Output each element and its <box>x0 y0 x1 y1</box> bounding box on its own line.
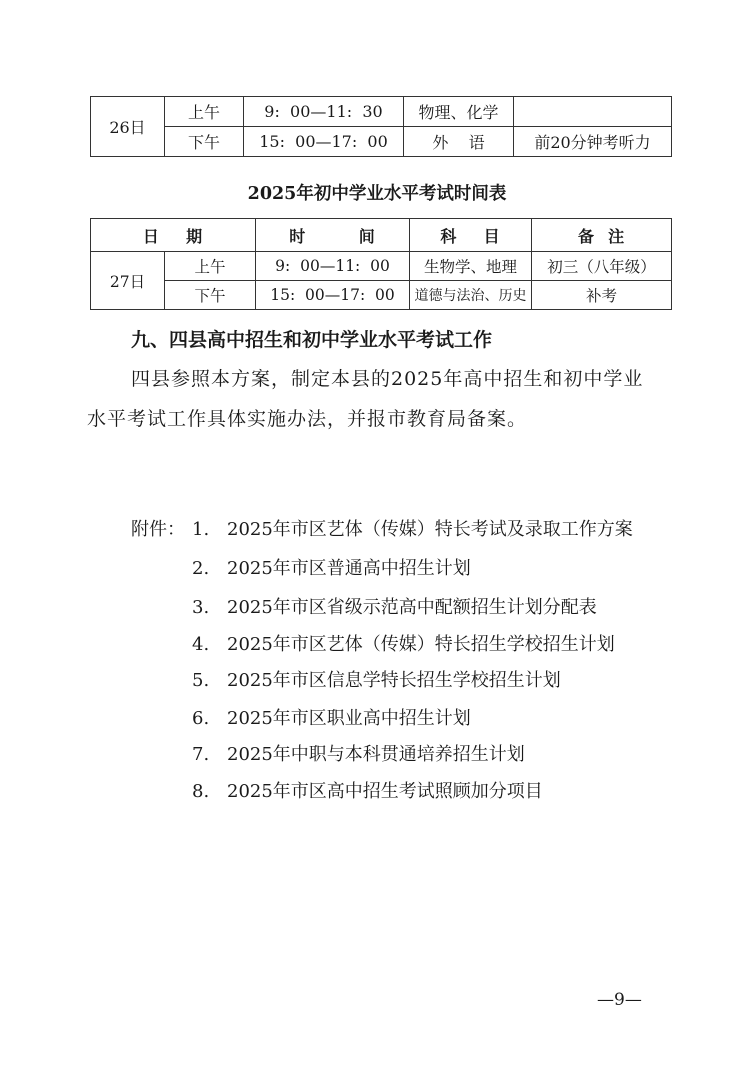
attachment-item <box>192 777 543 803</box>
attachment-item <box>192 630 615 656</box>
attachment-text: 2025年市区普通高中招生计划 <box>227 558 471 579</box>
attachment-item <box>192 554 471 580</box>
note-cell: 补考 <box>532 281 672 310</box>
attachment-text: 2025年市区艺体（传媒）特长考试及录取工作方案 <box>227 519 633 540</box>
header-note: 备 注 <box>532 219 672 252</box>
table-row <box>91 127 672 157</box>
attachment-text: 2025年中职与本科贯通培养招生计划 <box>227 744 525 765</box>
note-cell: 初三（八年级） <box>532 252 672 281</box>
subject-cell: 物理、化学 <box>404 97 514 127</box>
attachment-item <box>192 740 525 766</box>
paragraph-line: 水平考试工作具体实施办法，并报市教育局备案。 <box>87 408 528 430</box>
attachment-number: 5. <box>192 670 210 691</box>
section-heading: 九、四县高中招生和初中学业水平考试工作 <box>131 329 493 351</box>
attachment-number: 1. <box>192 519 210 540</box>
attachment-number: 6. <box>192 708 210 729</box>
attachment-item <box>192 593 597 619</box>
time-cell: 9: 00—11: 00 <box>256 252 410 281</box>
attachment-number: 8. <box>192 781 210 802</box>
exam-schedule-table-continued <box>90 96 672 157</box>
date-cell: 27日 <box>91 252 165 310</box>
attachment-number: 3. <box>192 597 210 618</box>
header-time: 时 间 <box>256 219 410 252</box>
period-cell: 上午 <box>165 97 244 127</box>
date-cell: 26日 <box>91 97 165 157</box>
period-cell: 下午 <box>165 127 244 157</box>
junior-exam-schedule-table <box>90 218 672 310</box>
subject-cell: 生物学、地理 <box>410 252 532 281</box>
attachment-text: 2025年市区信息学特长招生学校招生计划 <box>227 670 561 691</box>
table-row <box>91 252 672 281</box>
period-cell: 下午 <box>165 281 256 310</box>
attachment-number: 4. <box>192 634 210 655</box>
attachment-text: 2025年市区高中招生考试照顾加分项目 <box>227 781 543 802</box>
time-cell: 15: 00—17: 00 <box>244 127 404 157</box>
attachments-label: 附件： <box>131 519 185 540</box>
table-row <box>91 97 672 127</box>
attachment-text: 2025年市区艺体（传媒）特长招生学校招生计划 <box>227 634 615 655</box>
note-cell: 前20分钟考听力 <box>514 127 672 157</box>
period-cell: 上午 <box>165 252 256 281</box>
attachment-number: 7. <box>192 744 210 765</box>
header-date: 日 期 <box>91 219 256 252</box>
table-title: 2025年初中学业水平考试时间表 <box>247 184 507 204</box>
time-cell: 15: 00—17: 00 <box>256 281 410 310</box>
attachment-text: 2025年市区省级示范高中配额招生计划分配表 <box>227 597 597 618</box>
attachment-item <box>192 515 633 541</box>
attachment-number: 2. <box>192 558 210 579</box>
paragraph-line: 四县参照本方案，制定本县的2025年高中招生和初中学业 <box>131 368 644 390</box>
subject-cell: 道德与法治、历史 <box>410 281 532 310</box>
attachment-item <box>192 666 561 692</box>
subject-cell: 外 语 <box>404 127 514 157</box>
attachment-item <box>192 704 471 730</box>
header-subject: 科 目 <box>410 219 532 252</box>
note-cell <box>514 97 672 127</box>
time-cell: 9: 00—11: 30 <box>244 97 404 127</box>
page-number: —9— <box>597 990 642 1010</box>
table-row <box>91 281 672 310</box>
table-header-row <box>91 219 672 252</box>
attachment-text: 2025年市区职业高中招生计划 <box>227 708 471 729</box>
